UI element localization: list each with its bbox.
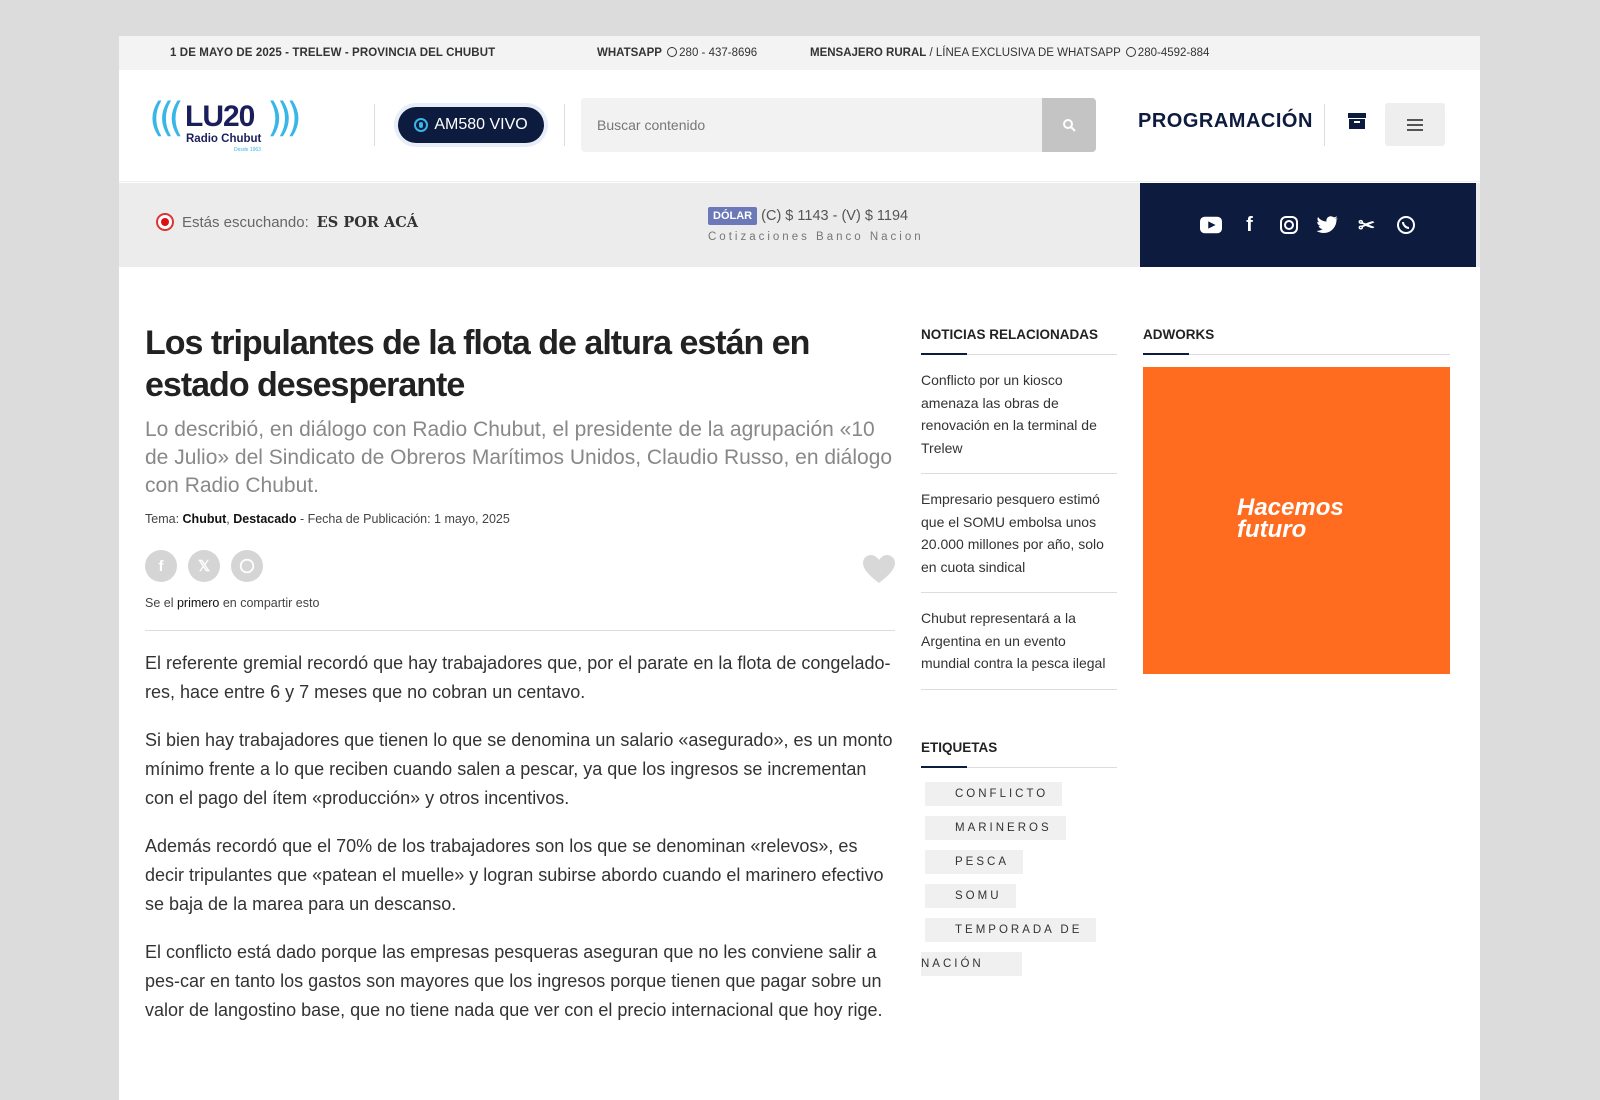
menu-button[interactable]	[1385, 103, 1445, 146]
dolar-badge: DÓLAR	[708, 207, 757, 225]
divider	[374, 104, 375, 146]
article-paragraph: El referente gremial recordó que hay trabajadores que, por el parate en la flota de congelado-res, hace entre 6 y 7 meses que no cobran un centavo.	[145, 653, 891, 702]
social-links	[1140, 183, 1476, 267]
tag-nacion[interactable]: NACIÓN	[921, 952, 1022, 976]
related-item[interactable]: Conflicto por un kiosco amenaza las obras de renovación en la terminal de Trelew	[921, 355, 1117, 474]
instagram-icon[interactable]	[1278, 214, 1300, 236]
search-box	[581, 98, 1096, 152]
search-input[interactable]	[581, 98, 1041, 152]
tag-marineros[interactable]: MARINEROS	[925, 816, 1066, 840]
listening-label: Estás escuchando:	[182, 213, 309, 231]
ad-line-2: futuro	[1237, 516, 1307, 543]
whatsapp-icon	[667, 47, 677, 57]
share-prompt-post: en compartir esto	[222, 596, 320, 610]
wave-right-icon: )))	[267, 95, 296, 141]
info-strip	[119, 183, 1480, 267]
programacion-link[interactable]: PROGRAMACIÓN	[1138, 110, 1313, 132]
rural-messenger-contact[interactable]	[810, 47, 1209, 59]
article-paragraph: Además recordó que el 70% de los trabajadores son los que se denominan «relevos», es decir tripulantes que «patean el muelle» y logran subirse abordo cuando el marinero efectivo se baja de la marea para un descanso.	[145, 836, 884, 914]
site-logo[interactable]	[149, 96, 309, 156]
now-playing	[156, 213, 418, 231]
logo-text: LU20	[185, 100, 255, 133]
article-meta	[145, 512, 895, 526]
divider	[1324, 104, 1325, 146]
whatsapp-label: WHATSAPP	[597, 47, 662, 59]
ad-banner[interactable]	[1143, 367, 1450, 674]
twitter-icon[interactable]	[1317, 214, 1339, 236]
dolar-values: (C) $ 1143 - (V) $ 1194	[761, 208, 909, 224]
share-facebook-icon[interactable]: f	[145, 550, 177, 582]
article-body	[145, 649, 895, 1025]
tags-heading: ETIQUETAS	[921, 740, 1117, 768]
share-prompt	[145, 596, 895, 610]
rural-label: MENSAJERO RURAL	[810, 47, 927, 59]
related-heading: NOTICIAS RELACIONADAS	[921, 327, 1117, 355]
tema-link-destacado[interactable]: Destacado	[233, 512, 297, 526]
scissors-icon[interactable]: ✂	[1358, 214, 1375, 237]
logo-since: Desde 1963	[234, 147, 261, 153]
rural-number: 280-4592-884	[1137, 47, 1210, 59]
date-location: 1 DE MAYO DE 2025 - TRELEW - PROVINCIA DEL CHUBUT	[170, 47, 496, 59]
tag-temporada[interactable]: TEMPORADA DE	[925, 918, 1096, 942]
like-heart-icon[interactable]	[862, 554, 896, 584]
tag-somu[interactable]: SOMU	[925, 884, 1016, 908]
live-dot-icon	[156, 213, 174, 231]
share-prompt-bold: primero	[176, 596, 220, 610]
tema-separator: ,	[226, 512, 230, 526]
article-title: Los tripulantes de la flota de altura están en estado desesperante	[145, 324, 810, 404]
share-whatsapp-icon[interactable]	[231, 550, 263, 582]
whatsapp-contact[interactable]	[597, 47, 757, 59]
adworks-heading: ADWORKS	[1143, 327, 1450, 355]
tag-conflicto[interactable]: CONFLICTO	[925, 782, 1062, 806]
top-info-bar	[119, 36, 1480, 70]
hamburger-icon	[1407, 118, 1423, 132]
share-x-icon[interactable]: 𝕏	[188, 550, 220, 582]
search-icon	[1062, 118, 1076, 132]
tag-pesca[interactable]: PESCA	[925, 850, 1023, 874]
facebook-icon[interactable]: f	[1246, 213, 1253, 236]
cotizaciones-label: Cotizaciones Banco Nacion	[708, 231, 924, 243]
share-prompt-pre: Se el	[145, 596, 174, 610]
rural-text: / LÍNEA EXCLUSIVA DE WHATSAPP	[929, 47, 1121, 59]
am-live-label: AM580 VIVO	[434, 116, 528, 133]
article-subtitle: Lo describió, en diálogo con Radio Chubut, el presidente de la agrupación «10 de Julio» del Sindicato de Obreros Marítimos Unidos, Claudio Russo, en diálogo con Radio Chubut.	[145, 418, 893, 497]
listening-show: ES POR ACÁ	[316, 213, 418, 231]
divider	[145, 630, 895, 631]
tema-label: Tema:	[145, 512, 180, 526]
adworks	[1143, 327, 1450, 674]
whatsapp-number: 280 - 437-8696	[679, 47, 758, 59]
dolar-widget	[708, 207, 924, 243]
whatsapp-icon[interactable]	[1395, 214, 1417, 236]
page	[119, 36, 1480, 1100]
related-news	[921, 327, 1117, 976]
wave-left-icon: (((	[149, 95, 178, 141]
whatsapp-icon	[1126, 47, 1136, 57]
article	[145, 322, 895, 1025]
site-header	[119, 70, 1480, 182]
ad-line-1: Hacemos	[1237, 494, 1344, 521]
divider	[564, 104, 565, 146]
ad-text	[1237, 494, 1344, 543]
publication-date: - Fecha de Publicación: 1 mayo, 2025	[299, 512, 510, 526]
related-item[interactable]: Empresario pesquero estimó que el SOMU embolsa unos 20.000 millones por año, solo en cuota sindical	[921, 474, 1117, 593]
tags-list	[921, 772, 1117, 976]
logo-subtitle: Radio Chubut	[186, 133, 262, 145]
podcast-icon	[414, 118, 428, 132]
tema-link-chubut[interactable]: Chubut	[182, 512, 227, 526]
share-row	[145, 526, 895, 596]
article-paragraph: El conflicto está dado porque las empresas pesqueras aseguran que no les conviene salir a pes-car en tanto los gastos son mayores que los ingresos porque tienen que pagar sobre un valor de langostino base, que no tiene nada que ver con el precio internacional que hoy rige.	[145, 942, 883, 1020]
youtube-icon[interactable]	[1200, 214, 1222, 236]
related-item[interactable]: Chubut representará a la Argentina en un evento mundial contra la pesca ilegal	[921, 593, 1117, 690]
search-button[interactable]	[1042, 98, 1096, 152]
am-live-button[interactable]	[398, 107, 544, 143]
article-paragraph: Si bien hay trabajadores que tienen lo que se denomina un salario «asegurado», es un monto mínimo frente a lo que reciben cuando salen a pescar, ya que los ingresos se incrementan con el pago del ítem «producción» y otros incentivos.	[145, 730, 893, 808]
archive-icon[interactable]	[1347, 111, 1367, 131]
